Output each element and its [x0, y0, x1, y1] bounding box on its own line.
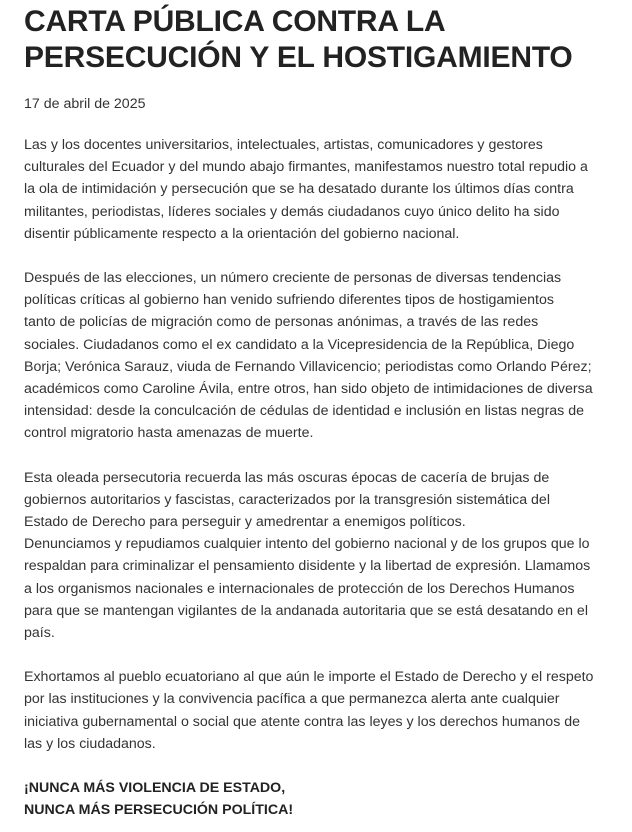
text-line: iniciativa gubernamental o social que atente contra las leyes y los derechos humanos de: [24, 713, 581, 730]
text-line: las y los ciudadanos.: [24, 735, 156, 752]
closing-line: NUNCA MÁS PERSECUCIÓN POLÍTICA!: [24, 802, 294, 819]
text-line: Las y los docentes universitarios, intelectuales, artistas, comunicadores y gestores: [24, 137, 543, 153]
text-line: gobiernos autoritarios y fascistas, caracterizados por la transgresión sistemática del: [24, 491, 550, 508]
text-line: control migratorio hasta amenazas de muerte.: [24, 425, 314, 442]
text-line: respaldan para criminalizar el pensamiento disidente y la libertad de expresión. Llamamos: [24, 558, 591, 575]
text-line: sociales. Ciudadanos como el ex candidato a la Vicepresidencia de la República, Diego: [24, 336, 575, 353]
paragraph-denunciation: [24, 467, 608, 645]
text-line: militantes, periodistas, líderes sociales y demás ciudadanos cuyo único delito ha sido: [24, 203, 560, 220]
paragraph-post-elections: [24, 267, 608, 445]
paragraph-exhortation: [24, 666, 608, 755]
text-line: Denunciamos y repudiamos cualquier intento del gobierno nacional y de los grupos que lo: [24, 536, 590, 553]
text-line: políticas críticas al gobierno han venido sufriendo diferentes tipos de hostigamientos: [24, 292, 554, 309]
text-line: por las instituciones y la convivencia pacífica a que permanezca alerta ante cualquier: [24, 691, 560, 708]
text-line: intensidad: desde la conculcación de cédulas de identidad e inclusión en listas negras de: [24, 403, 584, 420]
text-line: Después de las elecciones, un número creciente de personas de diversas tendencias: [24, 270, 562, 287]
paragraph-signatories: [24, 134, 608, 245]
text-line: la ola de intimidación y persecución que se ha desatado durante los últimos días contra: [24, 181, 574, 198]
publication-date: 17 de abril de 2025: [24, 96, 146, 112]
text-line: Esta oleada persecutoria recuerda las más oscuras épocas de cacería de brujas de: [24, 469, 550, 486]
closing-statement: [24, 777, 608, 821]
text-line: Exhortamos al pueblo ecuatoriano al que aún le importe el Estado de Derecho y el respeto: [24, 669, 594, 686]
text-line: culturales del Ecuador y del mundo abajo firmantes, manifestamos nuestro total repudio a: [24, 159, 588, 176]
title-line: PERSECUCIÓN Y EL HOSTIGAMIENTO: [24, 41, 573, 74]
text-line: país.: [24, 625, 55, 642]
letter-body: [24, 134, 608, 821]
text-line: disentir públicamente respecto a la orientación del gobierno nacional.: [24, 225, 460, 242]
text-line: a los organismos nacionales e internacionales de protección de los Derechos Humanos: [24, 580, 575, 597]
page-title: [24, 4, 608, 76]
text-line: Borja; Verónica Sarauz, viuda de Fernando Villavicencio; periodistas como Orlando Pérez;: [24, 358, 592, 375]
closing-line: ¡NUNCA MÁS VIOLENCIA DE ESTADO,: [24, 780, 286, 797]
text-line: tanto de policías de migración como de personas anónimas, a través de las redes: [24, 314, 539, 331]
title-line: CARTA PÚBLICA CONTRA LA: [24, 5, 446, 38]
text-line: Estado de Derecho para perseguir y amedrentar a enemigos políticos.: [24, 514, 466, 531]
text-line: para que se mantengan vigilantes de la andanada autoritaria que se está desatando en el: [24, 602, 588, 619]
text-line: académicos como Caroline Ávila, entre otros, han sido objeto de intimidaciones de diversa: [24, 381, 593, 398]
